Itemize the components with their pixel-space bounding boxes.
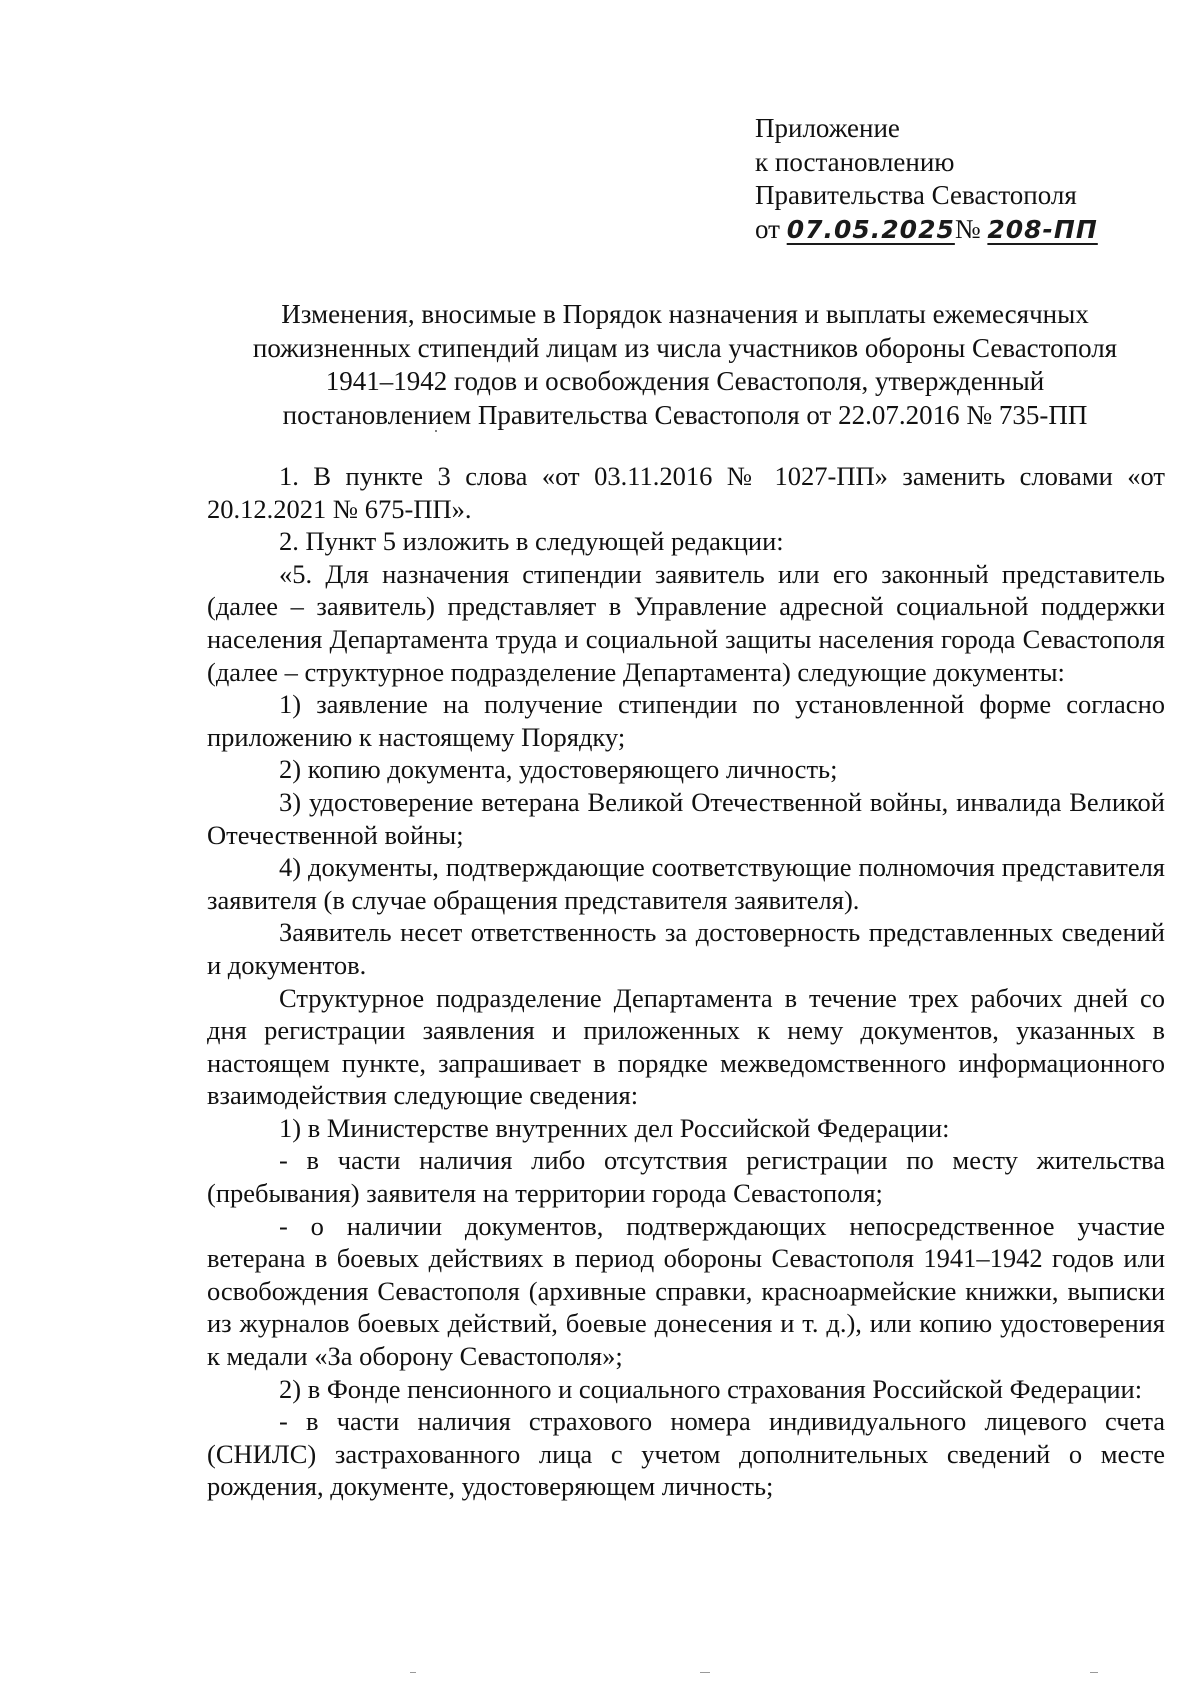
paragraph-item-1: 1. В пункте 3 слова «от 03.11.2016 № 1027-ПП» заменить словами «от 20.12.2021 № 675-ПП».	[207, 461, 1165, 524]
attachment-line-1: Приложение	[755, 113, 900, 143]
scan-artifact-bottom-2	[700, 1672, 710, 1673]
scan-speck	[435, 430, 437, 432]
scan-artifact-bottom-1	[410, 1672, 416, 1673]
paragraph-clause-5: «5. Для назначения стипендии заявитель или его законный представитель (далее – заявитель) представляет в Управление адресной социальной поддержки населения Департамента труда и социальной защиты населения города Севастополя (далее – структурное подразделение Департамента) следующие документы:	[207, 558, 1165, 687]
scan-artifact-bottom-3	[1090, 1672, 1098, 1673]
date-prefix: от	[755, 213, 780, 244]
paragraph-doc-1: 1) заявление на получение стипендии по установленной форме согласно приложению к настоящему Порядку;	[207, 689, 1165, 752]
paragraph-item-2: 2. Пункт 5 изложить в следующей редакции:	[279, 526, 784, 557]
document-body	[207, 460, 1165, 1503]
paragraph-mvd-documents: - о наличии документов, подтверждающих непосредственное участие ветерана в боевых действиях в период обороны Севастополя 1941–1942 годов или освобождения Севастополя (архивные справки, красноармейские книжки, выписки из журналов боевых действий, боевые донесения и т. д.), или копию удостоверения к медали «За оборону Севастополя»;	[207, 1210, 1165, 1372]
attachment-line-3: Правительства Севастополя	[755, 180, 1077, 210]
title-line-2: пожизненных стипендий лицам из числа участников обороны Севастополя	[252, 332, 1118, 363]
paragraph-responsibility: Заявитель несет ответственность за достоверность представленных сведений и документов.	[207, 917, 1165, 980]
attachment-line-2: к постановлению	[755, 146, 955, 177]
title-line-1: Изменения, вносимые в Порядок назначения и выплаты ежемесячных	[281, 299, 1089, 329]
paragraph-mvd-registration: - в части наличия либо отсутствия регистрации по месту жительства (пребывания) заявителя на территории города Севастополя;	[207, 1145, 1165, 1209]
paragraph-doc-3: 3) удостоверение ветерана Великой Отечественной войны, инвалида Великой Отечественной войны;	[207, 786, 1165, 850]
paragraph-sfr: 2) в Фонде пенсионного и социального страхования Российской Федерации:	[279, 1373, 1143, 1404]
paragraph-doc-2: 2) копию документа, удостоверяющего личность;	[279, 754, 838, 785]
paragraph-mvd: 1) в Министерстве внутренних дел Российской Федерации:	[279, 1112, 950, 1143]
handwritten-number: 208-ПП	[987, 214, 1098, 244]
attachment-header	[755, 112, 1098, 246]
handwritten-date: 07.05.2025	[786, 214, 955, 244]
paragraph-snils: - в части наличия страхового номера индивидуального лицевого счета (СНИЛС) застрахованного лица с учетом дополнительных сведений о месте рождения, документе, удостоверяющем личность;	[207, 1406, 1165, 1502]
number-sign: №	[954, 213, 981, 244]
paragraph-doc-4: 4) документы, подтверждающие соответствующие полномочия представителя заявителя (в случае обращения представителя заявителя).	[207, 852, 1165, 915]
document-title	[205, 298, 1165, 432]
title-line-4: постановлением Правительства Севастополя от 22.07.2016 № 735-ПП	[282, 399, 1088, 430]
title-line-3: 1941–1942 годов и освобождения Севастополя, утвержденный	[325, 366, 1045, 396]
attachment-date-line	[755, 213, 1098, 247]
paragraph-request: Структурное подразделение Департамента в течение трех рабочих дней со дня регистрации заявления и приложенных к нему документов, указанных в настоящем пункте, запрашивает в порядке межведомственного информационного взаимодействия следующие сведения:	[207, 982, 1165, 1111]
